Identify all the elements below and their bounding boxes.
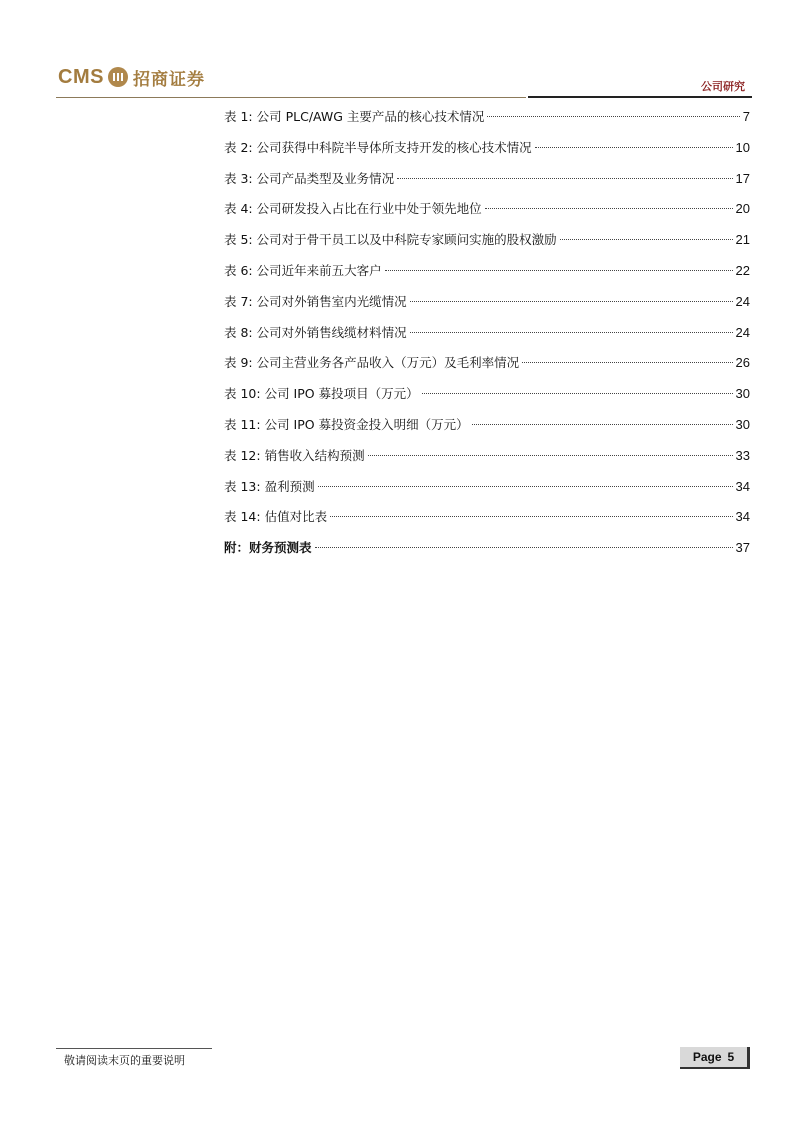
toc-entry[interactable] — [224, 477, 750, 508]
toc-entry[interactable] — [224, 323, 750, 354]
toc-entry[interactable] — [224, 415, 750, 446]
toc-entry[interactable] — [224, 261, 750, 292]
report-type-label: 公司研究 — [701, 80, 745, 93]
toc-entry-page: 33 — [735, 447, 750, 463]
footer-divider — [56, 1048, 212, 1049]
toc-leader-dots — [330, 516, 732, 517]
logo-emblem-icon — [108, 67, 128, 87]
toc-leader-dots — [385, 270, 733, 271]
toc-entry-page: 20 — [735, 201, 750, 217]
page-number: 5 — [727, 1050, 735, 1064]
toc-entry-appendix[interactable] — [224, 538, 750, 569]
toc-leader-dots — [422, 393, 733, 394]
toc-entry-label: 表 11: 公司 IPO 募投资金投入明细（万元） — [224, 416, 469, 432]
toc-entry[interactable] — [224, 507, 750, 538]
toc-entry-label: 表 9: 公司主营业务各产品收入（万元）及毛利率情况 — [224, 355, 520, 371]
toc-leader-dots — [487, 116, 739, 117]
toc-entry-label: 表 8: 公司对外销售线缆材料情况 — [224, 324, 407, 340]
toc-entry-page: 34 — [735, 478, 750, 494]
toc-entry[interactable] — [224, 107, 750, 138]
toc-entry-label: 表 2: 公司获得中科院半导体所支持开发的核心技术情况 — [224, 139, 532, 155]
toc-entry-page: 22 — [735, 262, 750, 278]
toc-leader-dots — [472, 424, 733, 425]
toc-entry[interactable] — [224, 446, 750, 477]
toc-entry-page: 21 — [735, 232, 750, 248]
toc-entry-label: 表 6: 公司近年来前五大客户 — [224, 262, 382, 278]
toc-leader-dots — [485, 208, 733, 209]
page-label: Page — [692, 1050, 722, 1064]
toc-leader-dots — [368, 455, 733, 456]
toc-entry-page: 30 — [735, 386, 750, 402]
toc-entry-page: 24 — [735, 324, 750, 340]
toc-entry[interactable] — [224, 199, 750, 230]
toc-leader-dots — [318, 486, 733, 487]
header-divider-accent — [528, 96, 752, 98]
toc-entry-page: 34 — [735, 509, 750, 525]
toc-entry-label: 附：财务预测表 — [224, 540, 312, 556]
disclaimer-note: 敬请阅读末页的重要说明 — [64, 1054, 185, 1067]
toc-entry-label: 表 14: 估值对比表 — [224, 509, 328, 525]
toc-entry-page: 7 — [742, 109, 750, 124]
toc-entry-page: 17 — [735, 170, 750, 186]
toc-entry-page: 10 — [735, 139, 750, 155]
toc-entry-label: 表 7: 公司对外销售室内光缆情况 — [224, 293, 407, 309]
toc-entry-label: 表 10: 公司 IPO 募投项目（万元） — [224, 386, 419, 402]
toc-entry[interactable] — [224, 292, 750, 323]
toc-leader-dots — [535, 147, 733, 148]
toc-entry[interactable] — [224, 138, 750, 169]
toc-leader-dots — [397, 178, 732, 179]
toc-entry-page: 30 — [735, 416, 750, 432]
toc-entry-label: 表 1: 公司 PLC/AWG 主要产品的核心技术情况 — [224, 109, 485, 124]
toc-entry-label: 表 12: 销售收入结构预测 — [224, 447, 365, 463]
toc-entry-page: 24 — [735, 293, 750, 309]
page-number-badge — [680, 1047, 750, 1069]
toc-entry[interactable] — [224, 230, 750, 261]
logo-latin-text: CMS — [58, 65, 104, 88]
logo-chinese-text: 招商证券 — [132, 69, 205, 90]
toc-entry-page: 37 — [735, 540, 750, 556]
toc-leader-dots — [522, 362, 732, 363]
toc-entry[interactable] — [224, 169, 750, 200]
toc-entry-page: 26 — [735, 355, 750, 371]
toc-entry-label: 表 3: 公司产品类型及业务情况 — [224, 170, 395, 186]
header-divider — [56, 97, 526, 98]
toc-entry-label: 表 5: 公司对于骨干员工以及中科院专家顾问实施的股权激励 — [224, 232, 557, 248]
table-of-contents — [224, 107, 750, 569]
toc-entry-label: 表 13: 盈利预测 — [224, 478, 315, 494]
toc-entry-label: 表 4: 公司研发投入占比在行业中处于领先地位 — [224, 201, 482, 217]
toc-entry[interactable] — [224, 384, 750, 415]
company-logo — [58, 64, 205, 90]
toc-leader-dots — [410, 332, 733, 333]
toc-entry[interactable] — [224, 353, 750, 384]
toc-leader-dots — [560, 239, 733, 240]
toc-leader-dots — [315, 547, 733, 548]
toc-leader-dots — [410, 301, 733, 302]
